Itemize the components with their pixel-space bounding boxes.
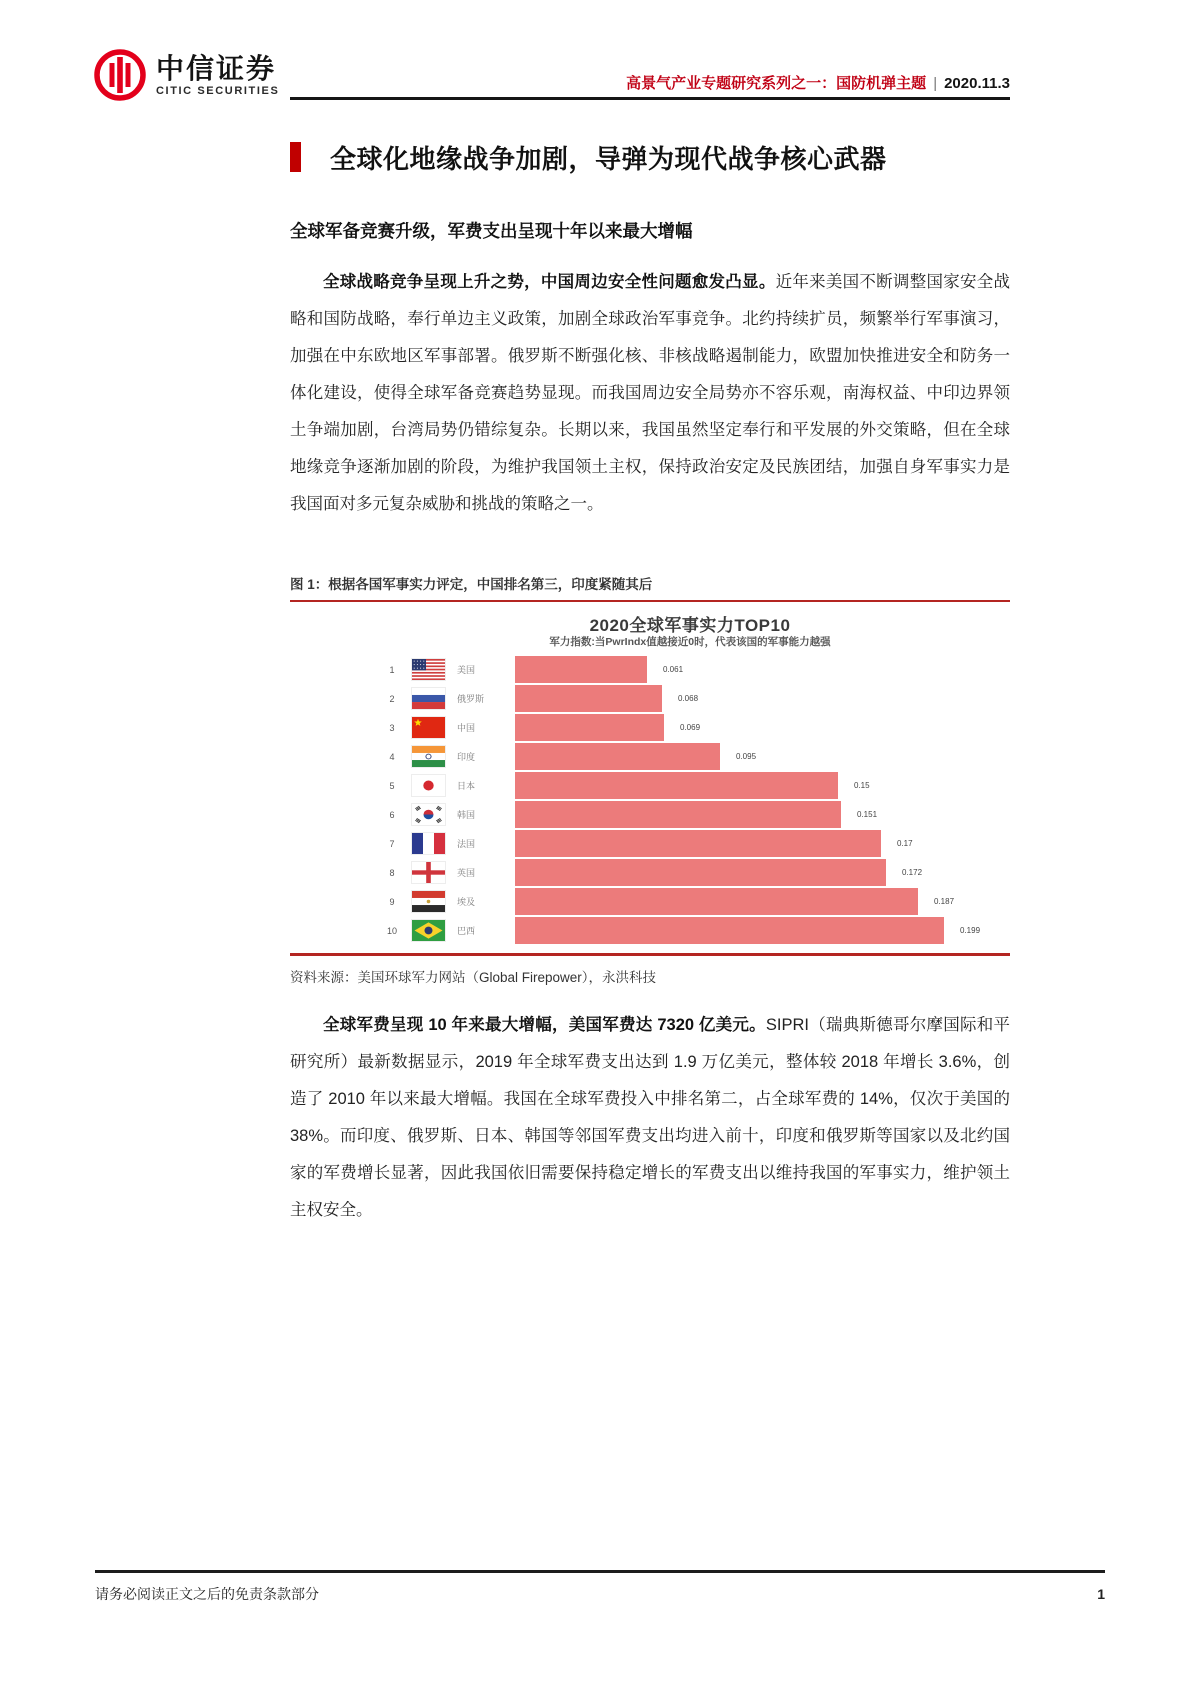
value-label: 0.199 — [960, 926, 981, 935]
power-index-bar — [515, 888, 918, 915]
value-label: 0.187 — [934, 897, 955, 906]
citic-emblem-icon — [93, 48, 147, 102]
country-label: 美国 — [457, 665, 476, 675]
page-number: 1 — [1097, 1586, 1105, 1602]
flag-eg-icon — [412, 891, 445, 912]
power-index-bar — [515, 743, 720, 770]
paragraph-1-lead: 全球战略竞争呈现上升之势，中国周边安全性问题愈发凸显。 — [323, 273, 776, 291]
country-label: 法国 — [457, 839, 476, 849]
power-index-bar — [515, 656, 647, 683]
rank-label: 10 — [386, 925, 397, 936]
paragraph-2 — [290, 1007, 1010, 1229]
flag-br-icon — [412, 920, 445, 941]
rank-label: 3 — [389, 722, 395, 733]
value-label: 0.068 — [678, 694, 699, 703]
figure-source: 资料来源：美国环球军力网站（Global Firepower），永洪科技 — [290, 970, 657, 985]
chart-row — [382, 742, 1010, 771]
country-label: 埃及 — [457, 897, 476, 907]
rank-label: 1 — [389, 664, 395, 675]
rank-label: 2 — [389, 693, 395, 704]
value-label: 0.15 — [854, 781, 870, 790]
country-label: 日本 — [457, 781, 476, 791]
power-index-bar — [515, 685, 662, 712]
chart-subtitle: 军力指数:当PwrIndx值越接近0时，代表该国的军事能力越强 — [549, 636, 831, 648]
chart-rows — [370, 655, 1010, 945]
country-label: 巴西 — [457, 926, 476, 936]
power-index-bar — [515, 830, 881, 857]
paragraph-1-text: 近年来美国不断调整国家安全战略和国防战略，奉行单边主义政策，加剧全球政治军事竞争。北约持续扩员，频繁举行军事演习，加强在中东欧地区军事部署。俄罗斯不断强化核、非核战略遏制能力，欧盟加快推进安全和防务一体化建设，使得全球军备竞赛趋势显现。而我国周边安全局势亦不容乐观，南海权益、中印边界领土争端加剧，台湾局势仍错综复杂。长期以来，我国虽然坚定奉行和平发展的外交策略，但在全球地缘竞争逐渐加剧的阶段，为维护我国领土主权，保持政治安定及民族团结，加强自身军事实力是我国面对多元复杂威胁和挑战的策略之一。 — [290, 273, 1011, 513]
value-label: 0.069 — [680, 723, 701, 732]
chart-row — [382, 800, 1010, 829]
flag-jp-icon — [412, 775, 445, 796]
chart-title: 2020全球军事实力TOP10 — [589, 616, 791, 635]
rank-label: 5 — [389, 780, 395, 791]
logo-text — [156, 54, 279, 97]
power-index-bar — [515, 859, 886, 886]
value-label: 0.172 — [902, 868, 923, 877]
flag-kr-icon — [412, 804, 445, 825]
country-label: 中国 — [457, 723, 476, 733]
country-label: 印度 — [457, 752, 476, 762]
figure-caption: 图 1：根据各国军事实力评定，中国排名第三，印度紧随其后 — [290, 573, 1010, 602]
value-label: 0.061 — [663, 665, 684, 674]
rank-label: 4 — [389, 751, 395, 762]
power-index-bar — [515, 801, 841, 828]
page-title: 全球化地缘战争加剧，导弹为现代战争核心武器 — [330, 143, 887, 174]
flag-ru-icon — [412, 688, 445, 709]
header-separator: | — [933, 75, 938, 92]
section-subtitle: 全球军备竞赛升级，军费支出呈现十年以来最大增幅 — [290, 221, 693, 241]
military-power-chart — [370, 611, 1010, 945]
flag-cn-icon — [412, 717, 445, 738]
citic-logo — [93, 48, 279, 102]
value-label: 0.095 — [736, 752, 757, 761]
country-label: 韩国 — [457, 810, 476, 820]
figure-bottom-rule — [290, 953, 1010, 956]
chart-row — [382, 887, 1010, 916]
rank-label: 7 — [389, 838, 395, 849]
logo-name-en: CITIC SECURITIES — [156, 84, 280, 97]
chart-row — [382, 771, 1010, 800]
paragraph-2-lead: 全球军费呈现 10 年来最大增幅，美国军费达 7320 亿美元。 — [323, 1016, 766, 1034]
red-title-bar — [290, 142, 301, 172]
figure-1 — [290, 573, 1010, 983]
chart-row — [382, 858, 1010, 887]
rank-label: 8 — [389, 867, 395, 878]
footer-rule — [95, 1570, 1105, 1573]
content-column — [290, 0, 1010, 1229]
chart-row — [382, 655, 1010, 684]
chart-row — [382, 916, 1010, 945]
country-label: 英国 — [457, 868, 476, 878]
power-index-bar — [515, 917, 944, 944]
flag-fr-icon — [412, 833, 445, 854]
rank-label: 6 — [389, 809, 395, 820]
chart-row — [382, 829, 1010, 858]
footer-disclaimer: 请务必阅读正文之后的免责条款部分 — [95, 1586, 319, 1602]
logo-name-cn: 中信证券 — [156, 52, 277, 84]
report-series-title: 高景气产业专题研究系列之一：国防机弹主题 — [626, 75, 927, 92]
flag-us-icon — [412, 659, 445, 680]
paragraph-2-text: SIPRI（瑞典斯德哥尔摩国际和平研究所）最新数据显示，2019 年全球军费支出达到 1.9 万亿美元，整体较 2018 年增长 3.6%，创造了 2010 年以来最大增幅。我国在全球军费投入中排名第二，占全球军费的 14%，仅次于美国的 38%。而印度、俄罗斯、日本、韩国等邻国军费支出均进入前十，印度和俄罗斯等国家以及北约国家的军费增长显著，因此我国依旧需要保持稳定增长的军费支出以维持我国的军事实力，维护领土主权安全。 — [290, 1016, 1010, 1219]
power-index-bar — [515, 772, 838, 799]
power-index-bar — [515, 714, 664, 741]
flag-in-icon — [412, 746, 445, 767]
rank-label: 9 — [389, 896, 395, 907]
value-label: 0.151 — [857, 810, 878, 819]
paragraph-1 — [290, 264, 1010, 523]
chart-row — [382, 713, 1010, 742]
country-label: 俄罗斯 — [457, 694, 485, 704]
section-title — [290, 140, 1010, 174]
footer — [95, 1584, 1105, 1604]
flag-eng-icon — [412, 862, 445, 883]
value-label: 0.17 — [897, 839, 913, 848]
report-date: 2020.11.3 — [944, 75, 1010, 92]
chart-row — [382, 684, 1010, 713]
